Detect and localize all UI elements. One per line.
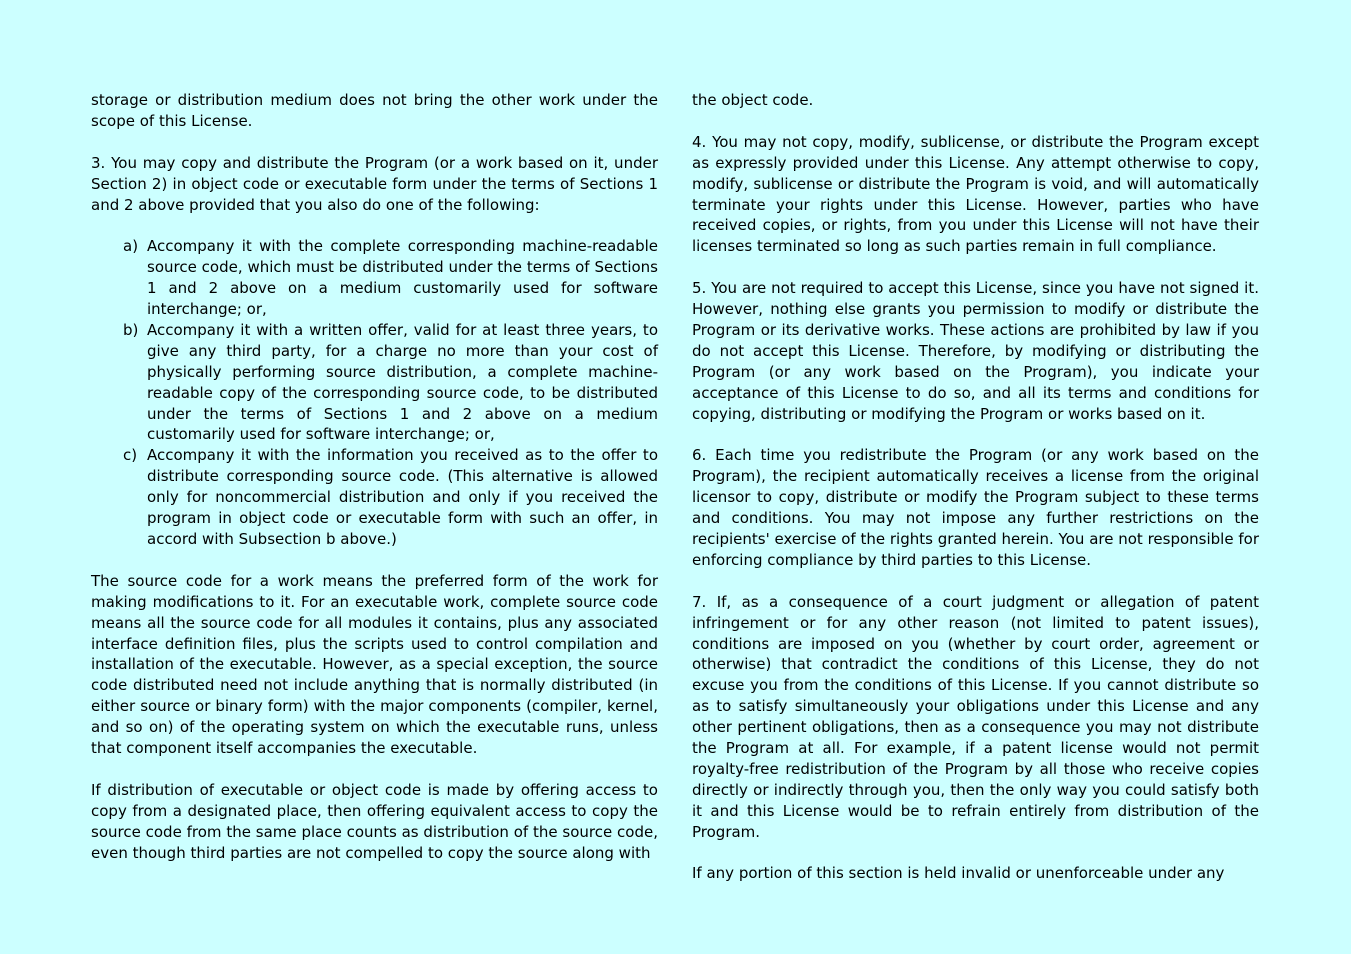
paragraph-source-code-definition: The source code for a work means the preferred form of the work for making modifications to it. For an executable work, complete source code means all the source code for all modules it contains, plus any associated interface definition files, plus the scripts used to control compilation and installation of the executable. However, as a special exception, the source code distributed need not include anything that is normally distributed (in either source or binary form) with the major components (compiler, kernel, and so on) of the operating system on which the executable runs, unless that component itself accompanies the executable. bbox=[91, 571, 658, 758]
list-item bbox=[91, 320, 658, 445]
list-marker: c) bbox=[123, 446, 138, 465]
paragraph-section-7: 7. If, as a consequence of a court judgment or allegation of patent infringement or for any other reason (not limited to patent issues), conditions are imposed on you (whether by court order, agreement or otherwise) that contradict the conditions of this License, they do not excuse you from the conditions of this License. If you cannot distribute so as to satisfy simultaneously your obligations under this License and any other pertinent obligations, then as a consequence you may not distribute the Program at all. For example, if a patent license would not permit royalty-free redistribution of the Program by all those who receive copies directly or indirectly through you, then the only way you could satisfy both it and this License would be to refrain entirely from distribution of the Program. bbox=[692, 592, 1259, 841]
paragraph-section-4: 4. You may not copy, modify, sublicense, or distribute the Program except as expressly provided under this License. Any attempt otherwise to copy, modify, sublicense or distribute the Program is void, and will automatically terminate your rights under this License. However, parties who have received copies, or rights, from you under this License will not have their licenses terminated so long as such parties remain in full compliance. bbox=[692, 132, 1259, 256]
list-item-text: Accompany it with the information you received as to the offer to distribute corresponding source code. (This alternative is allowed only for noncommercial distribution and only if you received the program in object code or executable form with such an offer, in accord with Subsection b above.) bbox=[147, 446, 658, 548]
paragraph-section-3: 3. You may copy and distribute the Program (or a work based on it, under Section 2) in object code or executable form under the terms of Sections 1 and 2 above provided that you also do one of the following: bbox=[91, 153, 658, 214]
paragraph-storage-medium: storage or distribution medium does not bring the other work under the scope of this License. bbox=[91, 91, 658, 130]
options-list bbox=[91, 236, 658, 550]
paragraph-designated-place: If distribution of executable or object code is made by offering access to copy from a designated place, then offering equivalent access to copy the source code from the same place counts as distribution of the source code, even though third parties are not compelled to copy the source along with bbox=[91, 780, 658, 862]
list-item bbox=[91, 236, 658, 320]
list-marker: b) bbox=[123, 320, 139, 339]
list-item-text: Accompany it with a written offer, valid for at least three years, to give any third party, for a charge no more than your cost of physically performing source distribution, a complete machine-readable copy of the corresponding source code, to be distributed under the terms of Sections 1 and 2 above on a medium customarily used for software interchange; or, bbox=[147, 320, 658, 444]
list-item-text: Accompany it with the complete corresponding machine-readable source code, which must be distributed under the terms of Sections 1 and 2 above on a medium customarily used for software interchange; or, bbox=[147, 237, 658, 319]
left-column bbox=[91, 90, 658, 884]
list-marker: a) bbox=[123, 237, 139, 256]
paragraph-section-5: 5. You are not required to accept this License, since you have not signed it. However, nothing else grants you permission to modify or distribute the Program or its derivative works. These actions are prohibited by law if you do not accept this License. Therefore, by modifying or distributing the Program (or any work based on the Program), you indicate your acceptance of this License to do so, and all its terms and conditions for copying, distributing or modifying the Program or works based on it. bbox=[692, 279, 1259, 423]
paragraph-object-code: the object code. bbox=[692, 91, 814, 109]
paragraph-section-6: 6. Each time you redistribute the Program (or any work based on the Program), the recipient automatically receives a license from the original licensor to copy, distribute or modify the Program subject to these terms and conditions. You may not impose any further restrictions on the recipients' exercise of the rights granted herein. You are not responsible for enforcing compliance by third parties to this License. bbox=[692, 446, 1259, 569]
list-item bbox=[91, 445, 658, 550]
paragraph-invalid-portion: If any portion of this section is held invalid or unenforceable under any bbox=[692, 864, 1225, 883]
right-column bbox=[692, 90, 1259, 905]
